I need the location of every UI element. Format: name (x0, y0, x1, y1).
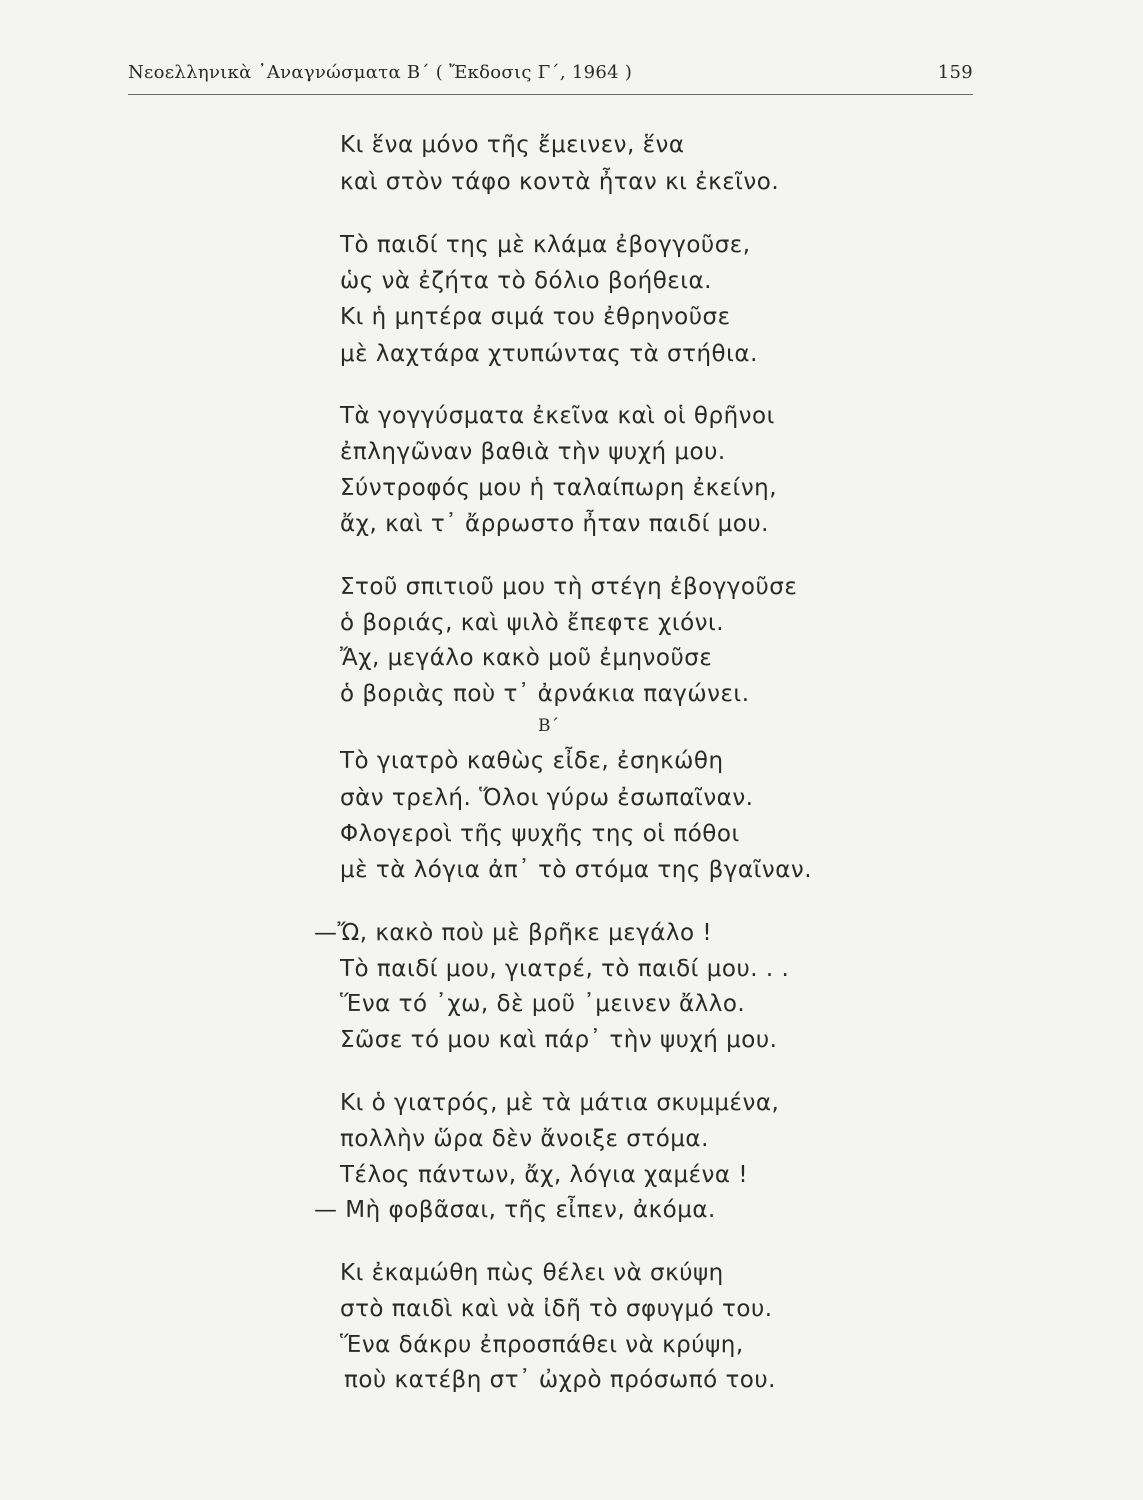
poem-line: Στοῦ σπιτιοῦ μου τὴ στέγη ἐβογγοῦσε (340, 574, 798, 600)
poem-line: Τὰ γογγύσματα ἐκεῖνα καὶ οἱ θρῆνοι (340, 403, 775, 429)
poem-line: Κι ἡ μητέρα σιμά του ἐθρηνοῦσε (340, 304, 731, 330)
poem-line: στὸ παιδὶ καὶ νὰ ἰδῆ τὸ σφυγμό του. (340, 1296, 773, 1322)
poem-line: — Μὴ φοβᾶσαι, τῆς εἶπεν, ἀκόμα. (314, 1197, 716, 1223)
poem-line: πολλὴν ὥρα δὲν ἄνοιξε στόμα. (340, 1126, 709, 1152)
poem-line: Ἕνα τό ᾿χω, δὲ μοῦ ᾿μεινεν ἄλλο. (340, 991, 746, 1017)
poem-line: Ἕνα δάκρυ ἐπροσπάθει νὰ κρύψη, (340, 1332, 744, 1358)
poem-line: ἐπληγῶναν βαθιὰ τὴν ψυχή μου. (340, 439, 726, 465)
poem-line: μὲ λαχτάρα χτυπώντας τὰ στήθια. (340, 341, 758, 367)
poem-line: Κι ἕνα μόνο τῆς ἔμεινεν, ἕνα (340, 132, 685, 158)
poem-line: Φλογεροὶ τῆς ψυχῆς της οἱ πόθοι (340, 821, 740, 847)
book-title: Νεοελληνικὰ ᾿Αναγνώσματα Β΄ ( Ἔκδοσις Γ΄, 1964 ) (128, 62, 633, 83)
poem-line: Σῶσε τό μου καὶ πάρ᾿ τὴν ψυχή μου. (340, 1027, 778, 1053)
poem-line: μὲ τὰ λόγια ἀπ᾿ τὸ στόμα της βγαῖναν. (340, 857, 813, 883)
poem-line: Τὸ γιατρὸ καθὼς εἶδε, ἐσηκώθη (340, 748, 724, 774)
poem-line: ἄχ, καὶ τ᾿ ἄρρωστο ἦταν παιδί μου. (340, 511, 769, 537)
poem-line: Τὸ παιδί της μὲ κλάμα ἐβογγοῦσε, (340, 232, 751, 258)
poem-line: καὶ στὸν τάφο κοντὰ ἦταν κι ἐκεῖνο. (340, 169, 780, 195)
section-marker: Β΄ (538, 716, 559, 736)
poem-line: Κι ἐκαμώθη πὼς θέλει νὰ σκύψη (340, 1260, 724, 1286)
poem-line: Τέλος πάντων, ἄχ, λόγια χαμένα ! (340, 1162, 749, 1188)
poem-line: σὰν τρελή. Ὅλοι γύρω ἐσωπαῖναν. (340, 785, 754, 811)
poem-line: Τὸ παιδί μου, γιατρέ, τὸ παιδί μου. . . (340, 956, 790, 982)
poem-line: ὁ βοριάς, καὶ ψιλὸ ἔπεφτε χιόνι. (340, 610, 725, 636)
page-number: 159 (937, 62, 973, 83)
poem-line: Κι ὁ γιατρός, μὲ τὰ μάτια σκυμμένα, (340, 1090, 780, 1116)
poem-line: ὁ βοριὰς ποὺ τ᾿ ἀρνάκια παγώνει. (340, 681, 750, 707)
poem-line: Σύντροφός μου ἡ ταλαίπωρη ἐκείνη, (340, 475, 778, 501)
poem-line: ὡς νὰ ἐζήτα τὸ δόλιο βοήθεια. (340, 268, 712, 294)
poem-line: Ἄχ, μεγάλο κακὸ μοῦ ἐμηνοῦσε (340, 645, 713, 671)
poem-line: —Ὤ, κακὸ ποὺ μὲ βρῆκε μεγάλο ! (314, 920, 713, 946)
poem-line: ποὺ κατέβη στ᾿ ὠχρὸ πρόσωπό του. (344, 1367, 776, 1393)
